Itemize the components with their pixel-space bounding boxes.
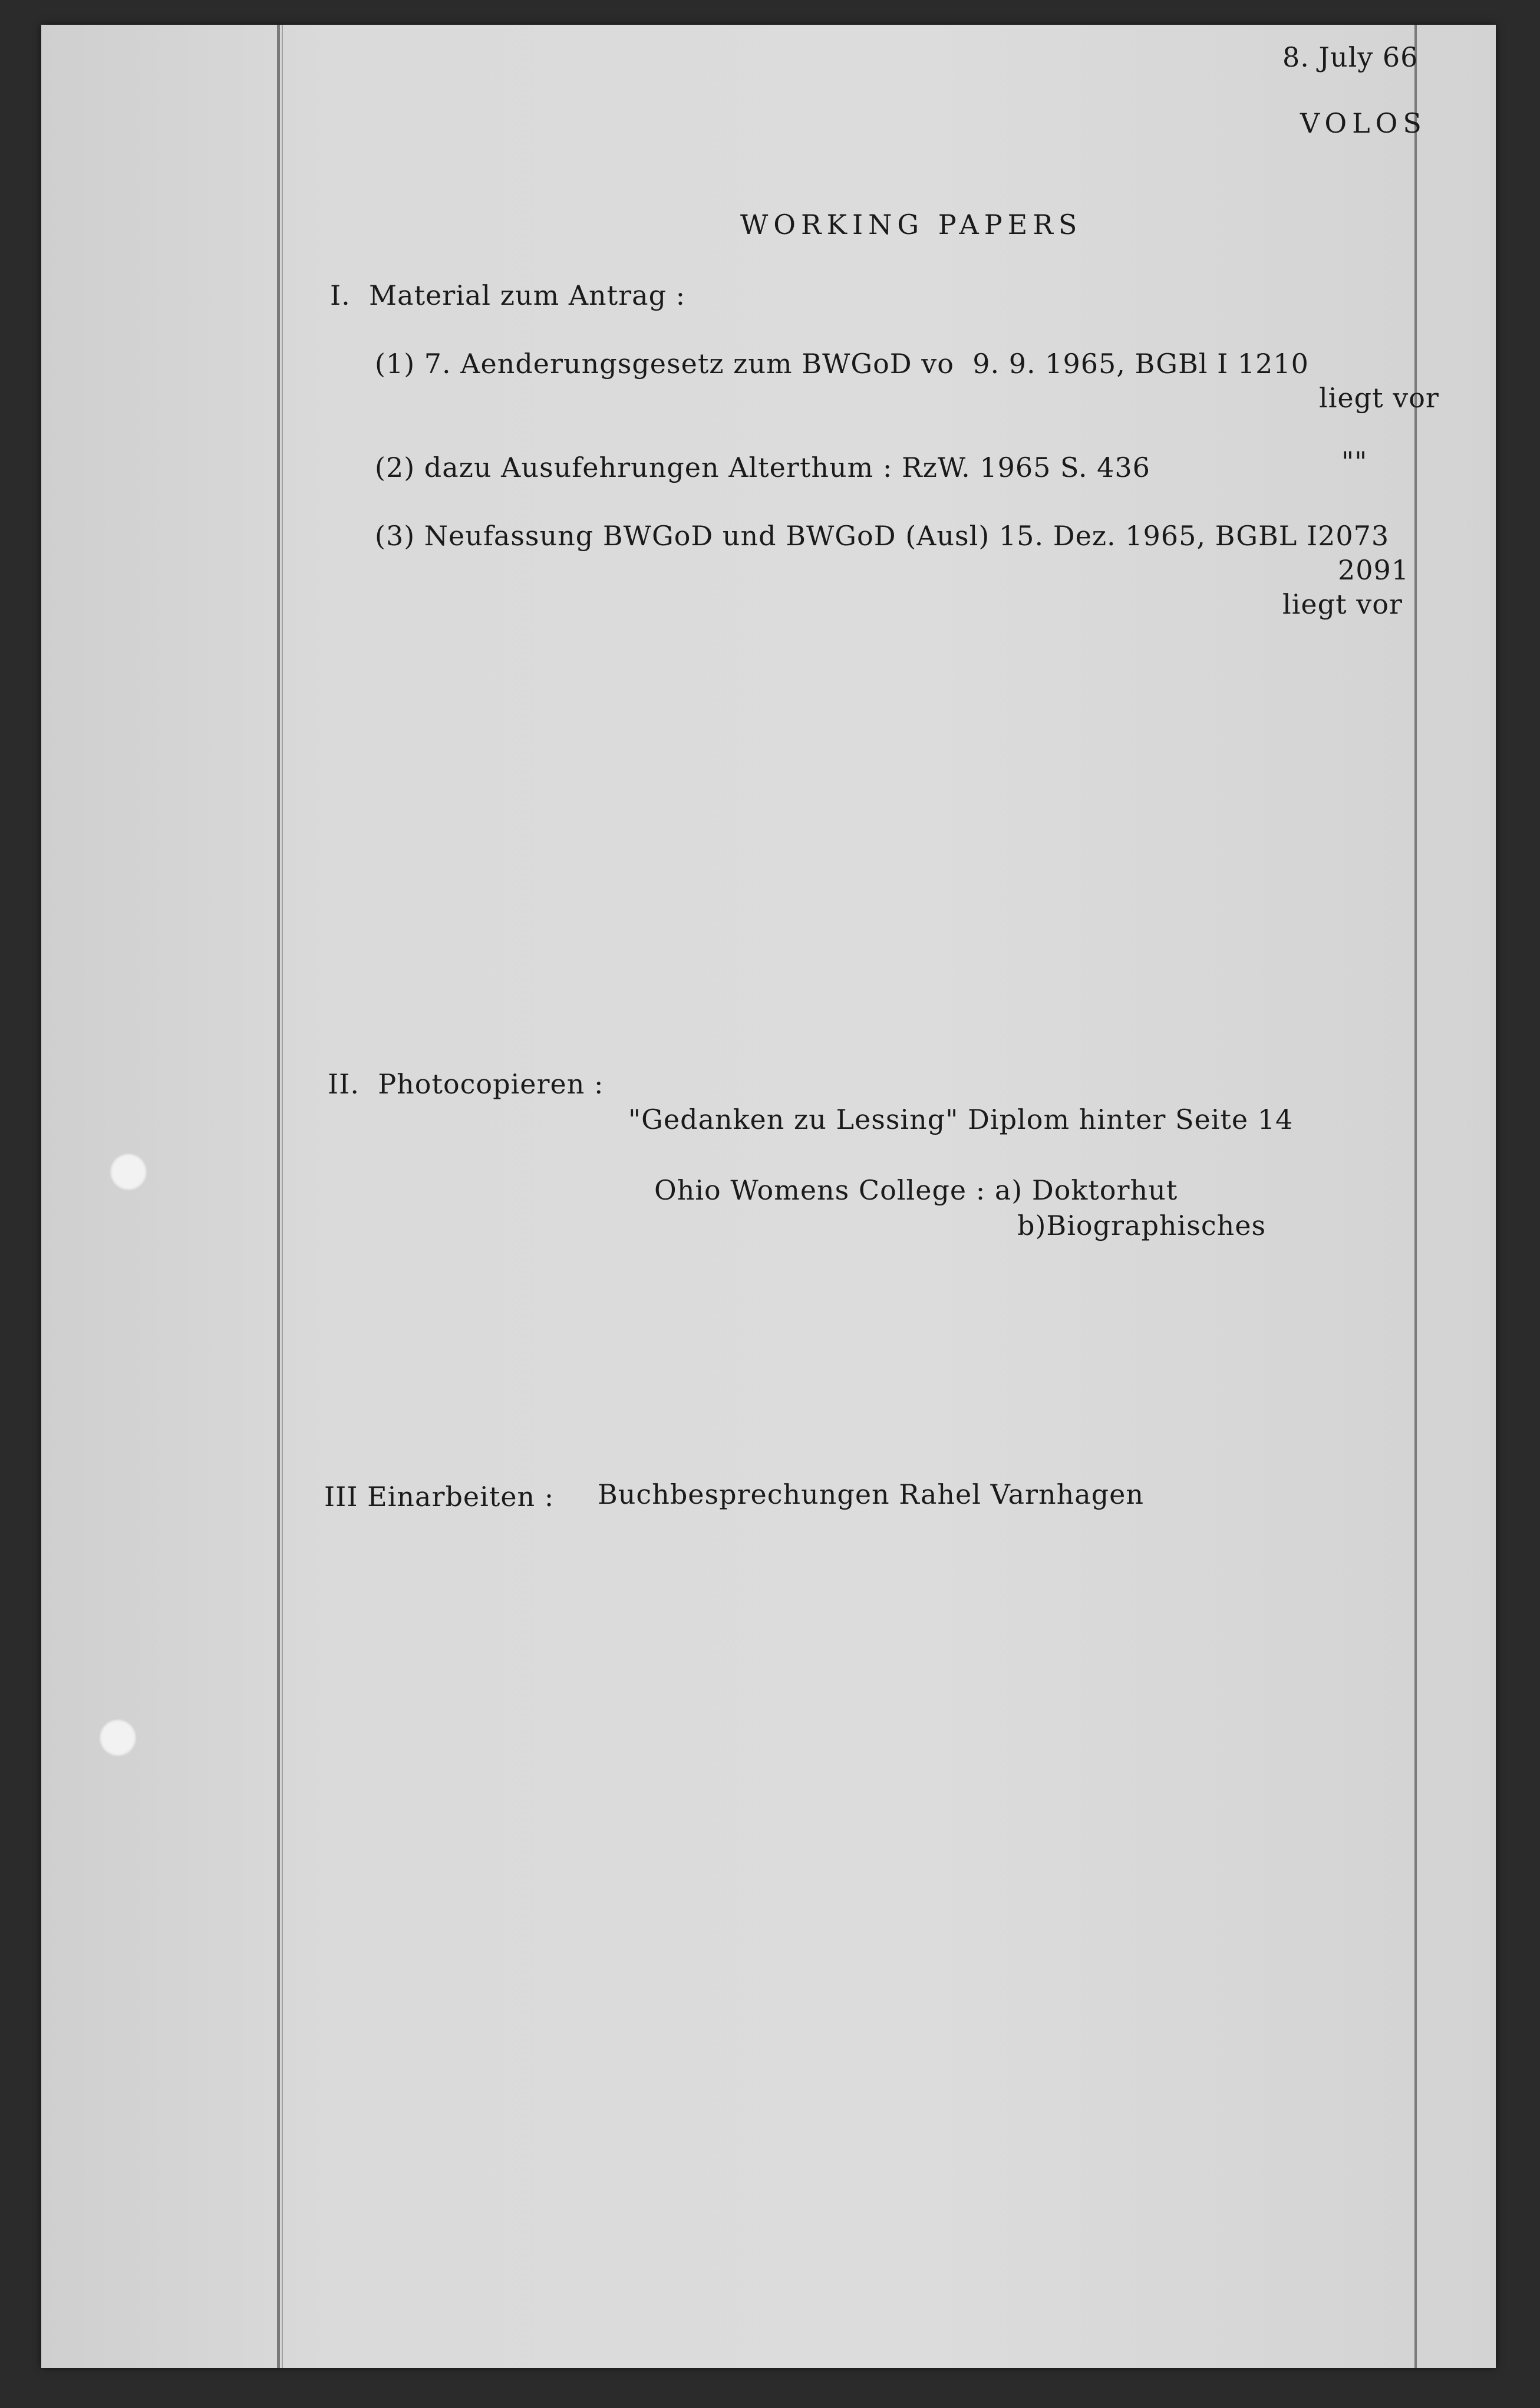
section-2-line-2: Ohio Womens College : a) Doktorhut (654, 1174, 1178, 1206)
section-1-item-1-status: liegt vor (1319, 382, 1439, 414)
section-3-text: Buchbesprechungen Rahel Varnhagen (598, 1478, 1144, 1510)
section-1-item-2: (2) dazu Ausufehrungen Alterthum : RzW. 1965 S. 436 (375, 452, 1150, 483)
section-1-heading: I. Material zum Antrag : (330, 279, 686, 311)
document-page (41, 25, 1496, 2368)
left-margin-line (277, 25, 280, 2368)
section-1-item-3: (3) Neufassung BWGoD und BWGoD (Ausl) 15. Dez. 1965, BGBL I2073 (375, 520, 1390, 552)
punch-hole-upper (110, 1153, 147, 1191)
date: 8. July 66 (1282, 41, 1419, 73)
section-2-line-3: b)Biographisches (1017, 1210, 1267, 1241)
section-3-heading: III Einarbeiten : (324, 1481, 555, 1513)
section-2-line-1: "Gedanken zu Lessing" Diplom hinter Seite 14 (628, 1103, 1294, 1135)
section-1-item-3-pages: 2091 (1338, 554, 1410, 586)
section-2-heading: II. Photocopieren : (328, 1068, 604, 1100)
section-1-item-3-status: liegt vor (1282, 588, 1403, 620)
page-title: WORKING PAPERS (740, 209, 1083, 241)
section-1-item-2-ditto: "" (1341, 446, 1368, 477)
punch-hole-lower (99, 1719, 137, 1757)
place: VOLOS (1300, 107, 1427, 139)
right-margin-line (1414, 25, 1417, 2368)
left-margin-line-inner (282, 25, 283, 2368)
section-1-item-1: (1) 7. Aenderungsgesetz zum BWGoD vo 9. 9. 1965, BGBl I 1210 (375, 348, 1309, 380)
